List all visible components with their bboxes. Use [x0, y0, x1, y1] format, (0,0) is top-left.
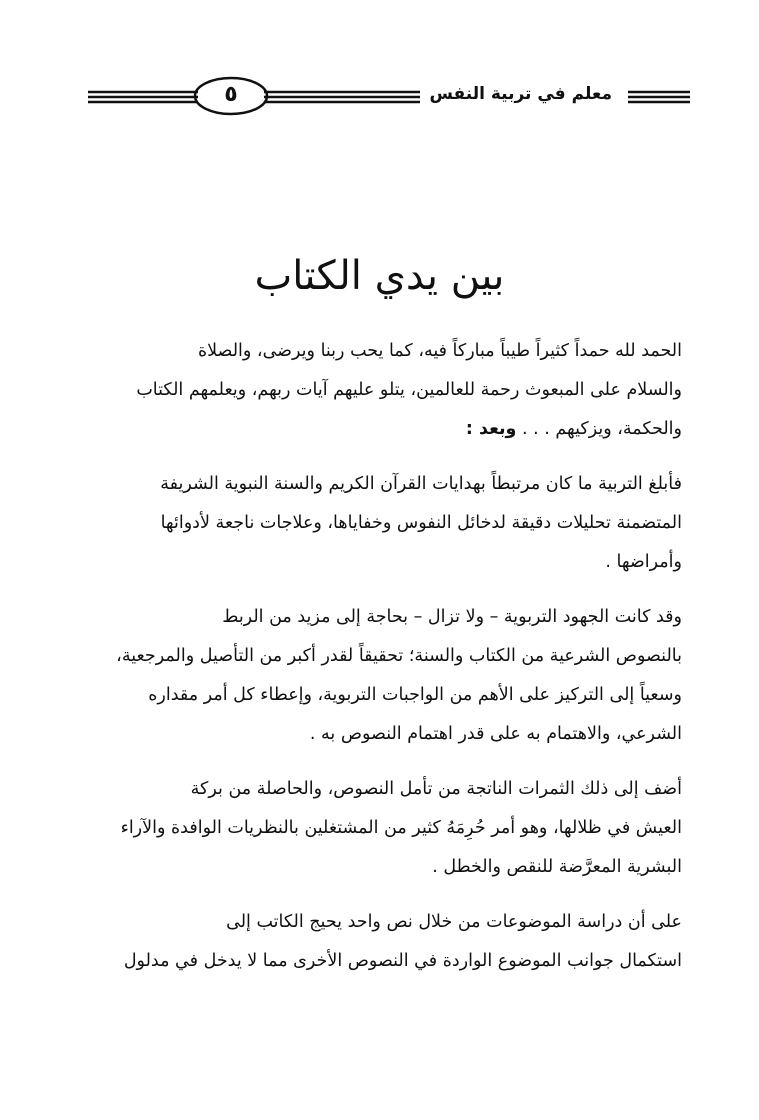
- paragraph-line: والسلام على المبعوث رحمة للعالمين، يتلو عليهم آيات ربهم، ويعلمهم الكتاب: [136, 380, 682, 400]
- paragraph-line: العيش في ظلالها، وهو أمر حُرِمَهُ كثير من المشتغلين بالنظريات الوافدة والآراء: [120, 818, 682, 838]
- chapter-title: بين يدي الكتاب: [254, 252, 505, 299]
- paragraph-line: وأمراضها .: [605, 552, 682, 572]
- body-text: [66, 332, 704, 997]
- running-header: [88, 68, 690, 124]
- paragraph-line: الحمد لله حمداً كثيراً طيباً مباركاً فيه، كما يحب ربنا ويرضى، والصلاة: [197, 341, 682, 361]
- paragraph-2: [66, 465, 704, 582]
- paragraph-line: على أن دراسة الموضوعات من خلال نص واحد يحيج الكاتب إلى: [226, 912, 682, 932]
- paragraph-3: [66, 598, 704, 754]
- paragraph-line: فأبلغ التربية ما كان مرتبطاً بهدايات القرآن الكريم والسنة النبوية الشريفة: [160, 474, 682, 494]
- paragraph-line: وسعياً إلى التركيز على الأهم من الواجبات التربوية، وإعطاء كل أمر مقداره: [148, 685, 682, 705]
- page-number: ٥: [224, 82, 238, 107]
- paragraph-line: بالنصوص الشرعية من الكتاب والسنة؛ تحقيقاً لقدر أكبر من التأصيل والمرجعية،: [116, 646, 682, 666]
- paragraph-line: أضف إلى ذلك الثمرات الناتجة من تأمل النصوص، والحاصلة من بركة: [190, 779, 682, 799]
- paragraph-4: [66, 770, 704, 887]
- paragraph-line: [66, 410, 704, 449]
- paragraph-line: الشرعي، والاهتمام به على قدر اهتمام النصوص به .: [309, 724, 682, 744]
- book-title: معلم في تربية النفس: [420, 84, 620, 104]
- paragraph-5: [66, 903, 704, 981]
- paragraph-line: استكمال جوانب الموضوع الواردة في النصوص الأخرى مما لا يدخل في مدلول: [123, 951, 682, 971]
- closing-phrase: وبعد :: [465, 419, 517, 439]
- paragraph-1: [66, 332, 704, 449]
- paragraph-line-text: والحكمة، ويزكيهم . . .: [516, 419, 682, 439]
- paragraph-line: وقد كانت الجهود التربوية – ولا تزال – بحاجة إلى مزيد من الربط: [222, 607, 682, 627]
- paragraph-line: المتضمنة تحليلات دقيقة لدخائل النفوس وخفاياها، وعلاجات ناجعة لأدوائها: [160, 513, 682, 533]
- paragraph-line: البشرية المعرَّضة للنقص والخطل .: [432, 857, 682, 877]
